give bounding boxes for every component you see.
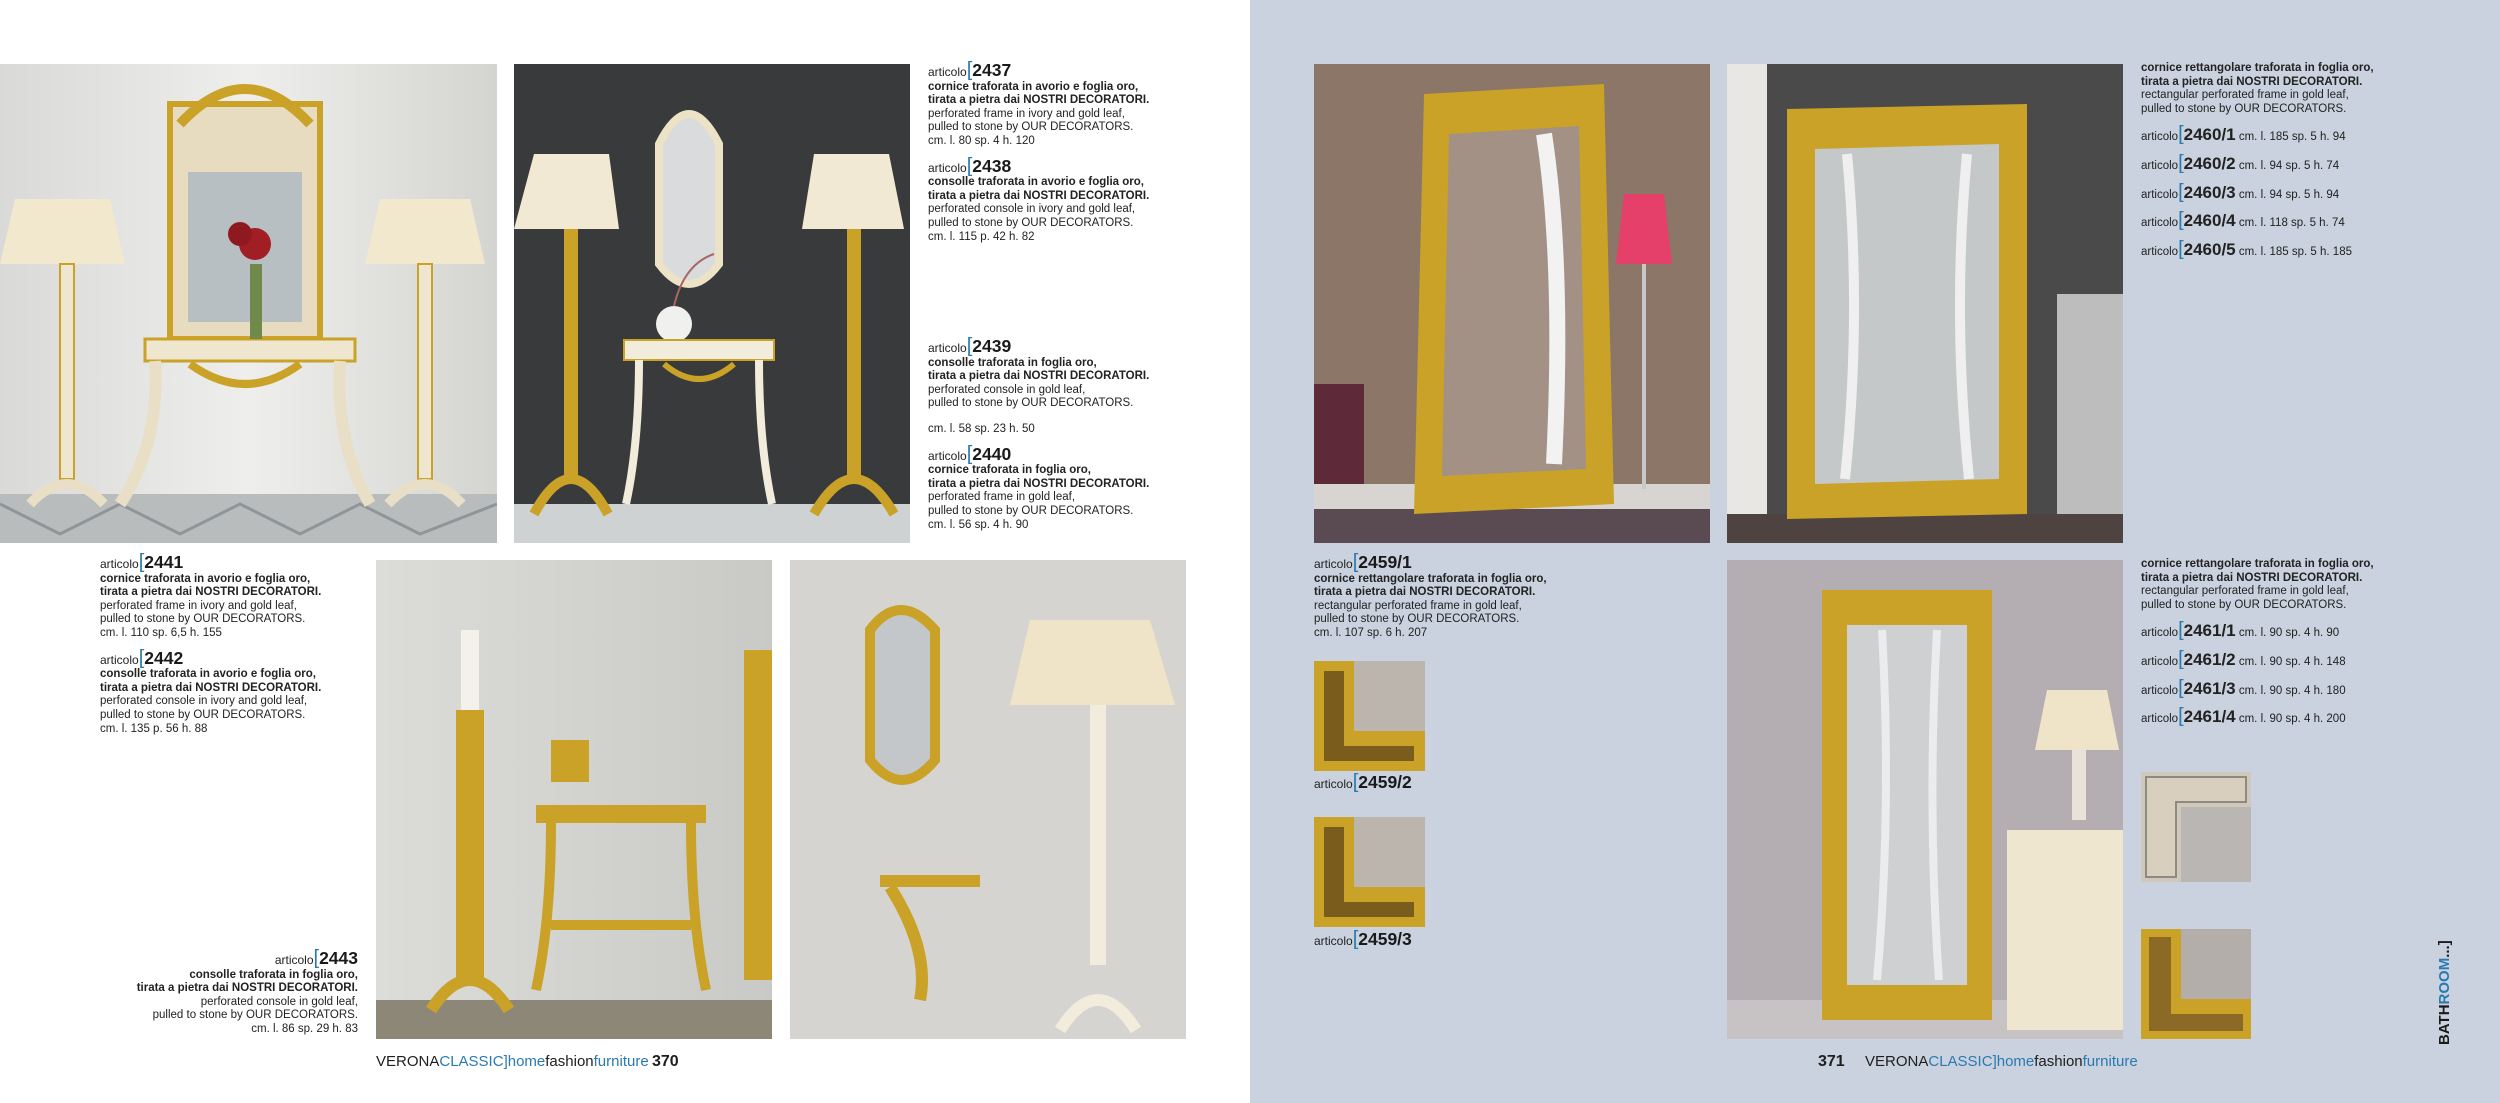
brand-fashion: fashion [545, 1053, 594, 1070]
desc-it: tirata a pietra dai NOSTRI DECORATORI. [100, 681, 322, 694]
size-row: articolo[2460/4 cm. l. 118 sp. 5 h. 74 [2141, 209, 2345, 232]
tab-tail: ...] [2436, 940, 2453, 958]
desc-it: cornice traforata in avorio e foglia oro, [100, 572, 311, 585]
article-2437: articolo[2437 cornice traforata in avorio e foglia oro, tirata a pietra dai NOSTRI DECORATORI. perforated frame in ivory and gold leaf, pulled to stone by OUR DECORATORS. cm. l. 80 sp. 4 h. 120 [928, 64, 1173, 149]
section-tab-bathroom [2436, 940, 2500, 1045]
brand-footer-right: VERONACLASSIC]homefashionfurniture [1865, 1053, 2138, 1070]
article-label: articolo [1314, 934, 1353, 948]
size-row: articolo[2461/2 cm. l. 90 sp. 4 h. 148 [2141, 647, 2346, 670]
desc-en: perforated console in gold leaf, [200, 995, 358, 1008]
desc-it: tirata a pietra dai NOSTRI DECORATORI. [2141, 571, 2363, 584]
size-row: articolo[2460/3 cm. l. 94 sp. 5 h. 94 [2141, 180, 2340, 203]
dimensions: cm. l. 110 sp. 6,5 h. 155 [100, 626, 222, 639]
brand-furniture: furniture [2082, 1053, 2138, 1070]
photo-dark-wall-console-lamps [514, 64, 910, 543]
article-2443: articolo[2443 consolle traforata in foglia oro, tirata a pietra dai NOSTRI DECORATORI. perforated console in gold leaf, pulled to stone by OUR DECORATORS. cm. l. 86 sp. 29 h. 83 [100, 952, 358, 1037]
brand-classic: CLASSIC [1928, 1053, 1993, 1070]
desc-en: pulled to stone by OUR DECORATORS. [928, 504, 1134, 517]
article-2459-1: articolo[2459/1 cornice rettangolare traforata in foglia oro, tirata a pietra dai NOSTRI DECORATORI. rectangular perforated frame in gold leaf, pulled to stone by OUR DECORATORS. cm. l. 107 sp. 6 h. 207 [1314, 556, 1574, 641]
desc-en: pulled to stone by OUR DECORATORS. [100, 613, 306, 626]
desc-it: cornice rettangolare traforata in foglia oro, [1314, 572, 1547, 585]
dimensions: cm. l. 107 sp. 6 h. 207 [1314, 626, 1428, 639]
article-code: 2438 [972, 155, 1012, 176]
brand-fashion: fashion [2034, 1053, 2083, 1070]
photo-gold-candlestick-console [376, 560, 772, 1039]
size-row: articolo[2461/3 cm. l. 90 sp. 4 h. 180 [2141, 676, 2346, 699]
brand-home: home [1996, 1053, 2035, 1070]
page-number-left: 370 [652, 1053, 679, 1070]
article-code: 2443 [319, 948, 358, 968]
desc-it: consolle traforata in avorio e foglia oro, [100, 668, 316, 681]
page-number-right: 371 [1818, 1053, 1845, 1070]
article-2440: articolo[2440 cornice traforata in foglia oro, tirata a pietra dai NOSTRI DECORATORI. perforated frame in gold leaf, pulled to stone by OUR DECORATORS. cm. l. 56 sp. 4 h. 90 [928, 448, 1173, 533]
size-row: articolo[2461/4 cm. l. 90 sp. 4 h. 200 [2141, 705, 2346, 728]
article-code: 2459/1 [1358, 552, 1412, 572]
detail-2461-silver [2141, 772, 2251, 882]
brand-classic: CLASSIC [439, 1053, 504, 1070]
photo-ivory-mirror-console-lamps [0, 64, 497, 543]
article-code: 2441 [144, 552, 184, 572]
desc-it: consolle traforata in foglia oro, [189, 968, 358, 981]
label-2459-3: articolo[2459/3 [1314, 928, 1412, 950]
photo-gold-mirror-pink-lamp [1314, 64, 1710, 543]
desc-it: tirata a pietra dai NOSTRI DECORATORI. [928, 477, 1150, 490]
dimensions: cm. l. 135 p. 56 h. 88 [100, 722, 208, 735]
desc-en: rectangular perforated frame in gold leaf, [2141, 585, 2349, 598]
article-code: 2439 [972, 336, 1012, 356]
desc-it: cornice rettangolare traforata in foglia oro, [2141, 558, 2374, 570]
desc-en: pulled to stone by OUR DECORATORS. [2141, 598, 2347, 611]
article-code: 2440 [972, 443, 1012, 464]
article-code: 2459/3 [1358, 929, 1412, 949]
size-row: articolo[2461/1 cm. l. 90 sp. 4 h. 90 [2141, 619, 2340, 642]
text-block-2460 [2141, 62, 2401, 271]
text-block-2461 [2141, 558, 2401, 739]
text-block-2443 [100, 947, 358, 1048]
desc-it: consolle traforata in avorio e foglia oro, [928, 176, 1144, 189]
desc-en: perforated frame in ivory and gold leaf, [100, 599, 297, 612]
article-label: articolo [1314, 557, 1353, 571]
tab-bath: BATH [2436, 1004, 2453, 1045]
brand-verona: VERONA [1865, 1053, 1929, 1070]
photo-gold-mirror-dark-wallpaper [1727, 64, 2123, 543]
dimensions: cm. l. 80 sp. 4 h. 120 [928, 134, 1035, 147]
article-2441: articolo[2441 cornice traforata in avorio e foglia oro, tirata a pietra dai NOSTRI DECORATORI. perforated frame in ivory and gold leaf, pulled to stone by OUR DECORATORS. cm. l. 110 sp. 6,5 h. 155 [100, 556, 345, 641]
brand-verona: VERONA [376, 1053, 440, 1070]
desc-it: tirata a pietra dai NOSTRI DECORATORI. [928, 370, 1150, 383]
article-label: articolo [100, 557, 139, 571]
dimensions: cm. l. 115 p. 42 h. 82 [928, 230, 1035, 243]
desc-en: pulled to stone by OUR DECORATORS. [100, 708, 306, 721]
article-label: articolo [928, 341, 967, 355]
article-label: articolo [928, 160, 967, 175]
brand-furniture: furniture [593, 1053, 649, 1070]
desc-it: cornice rettangolare traforata in foglia oro, [2141, 62, 2374, 74]
desc-it: tirata a pietra dai NOSTRI DECORATORI. [2141, 75, 2363, 88]
article-label: articolo [100, 652, 139, 667]
detail-2459-2 [1314, 661, 1425, 771]
desc-en: perforated console in ivory and gold leaf, [928, 203, 1136, 216]
desc-it: tirata a pietra dai NOSTRI DECORATORI. [100, 586, 322, 599]
desc-en: pulled to stone by OUR DECORATORS. [152, 1009, 358, 1022]
desc-it: cornice traforata in foglia oro, [928, 464, 1091, 477]
label-2459-2: articolo[2459/2 [1314, 771, 1412, 793]
desc-it: tirata a pietra dai NOSTRI DECORATORI. [928, 94, 1150, 107]
desc-en: rectangular perforated frame in gold leaf, [2141, 89, 2349, 102]
text-block-2459 [1314, 551, 1574, 652]
brand-footer-left: VERONACLASSIC]homefashionfurniture [376, 1053, 649, 1070]
size-row: articolo[2460/2 cm. l. 94 sp. 5 h. 74 [2141, 151, 2340, 174]
desc-en: perforated frame in gold leaf, [928, 491, 1076, 504]
detail-2461-gold [2141, 929, 2251, 1039]
desc-en: pulled to stone by OUR DECORATORS. [1314, 613, 1520, 626]
desc-it: tirata a pietra dai NOSTRI DECORATORI. [1314, 586, 1536, 599]
desc-en: perforated console in ivory and gold leaf, [100, 695, 308, 708]
article-label: articolo [274, 953, 314, 967]
brand-home: home [507, 1053, 546, 1070]
text-block-2439-2440 [928, 335, 1173, 543]
desc-en: perforated console in gold leaf, [928, 383, 1086, 396]
size-row: articolo[2460/1 cm. l. 185 sp. 5 h. 94 [2141, 123, 2346, 146]
article-label: articolo [928, 448, 967, 463]
size-row: articolo[2460/5 cm. l. 185 sp. 5 h. 185 [2141, 237, 2352, 260]
desc-en: pulled to stone by OUR DECORATORS. [928, 397, 1134, 410]
desc-en: perforated frame in ivory and gold leaf, [928, 107, 1125, 120]
desc-it: tirata a pietra dai NOSTRI DECORATORI. [928, 189, 1150, 202]
desc-en: pulled to stone by OUR DECORATORS. [928, 216, 1134, 229]
desc-it: tirata a pietra dai NOSTRI DECORATORI. [136, 982, 358, 995]
desc-en: pulled to stone by OUR DECORATORS. [2141, 102, 2347, 115]
dimensions: cm. l. 86 sp. 29 h. 83 [251, 1022, 358, 1035]
article-2439: articolo[2439 consolle traforata in foglia oro, tirata a pietra dai NOSTRI DECORATORI. perforated console in gold leaf, pulled to stone by OUR DECORATORS. cm. l. 58 sp. 23 h. 50 [928, 340, 1173, 437]
detail-2459-3 [1314, 817, 1425, 927]
photo-gold-mirror-light-wall [1727, 560, 2123, 1039]
dimensions: cm. l. 56 sp. 4 h. 90 [928, 518, 1029, 531]
article-2438: articolo[2438 consolle traforata in avorio e foglia oro, tirata a pietra dai NOSTRI DECORATORI. perforated console in ivory and gold leaf, pulled to stone by OUR DECORATORS. cm. l. 115 p. 42 h. 82 [928, 160, 1173, 245]
article-code: 2459/2 [1358, 772, 1412, 792]
desc-it: cornice traforata in avorio e foglia oro, [928, 80, 1139, 93]
desc-it: consolle traforata in foglia oro, [928, 356, 1097, 369]
text-block-2441-2442 [100, 551, 345, 747]
article-code: 2442 [144, 647, 184, 668]
article-code: 2437 [972, 60, 1012, 80]
tab-room: ROOM [2436, 957, 2453, 1005]
article-2442: articolo[2442 consolle traforata in avorio e foglia oro, tirata a pietra dai NOSTRI DECORATORI. perforated console in ivory and gold leaf, pulled to stone by OUR DECORATORS. cm. l. 135 p. 56 h. 88 [100, 652, 345, 737]
photo-gold-mirror-shelf-lamp [790, 560, 1186, 1039]
desc-en: pulled to stone by OUR DECORATORS. [928, 121, 1134, 134]
article-label: articolo [928, 65, 967, 79]
text-block-2437-2438 [928, 59, 1173, 255]
dimensions: cm. l. 58 sp. 23 h. 50 [928, 422, 1035, 435]
desc-en: rectangular perforated frame in gold leaf, [1314, 599, 1522, 612]
article-label: articolo [1314, 777, 1353, 791]
